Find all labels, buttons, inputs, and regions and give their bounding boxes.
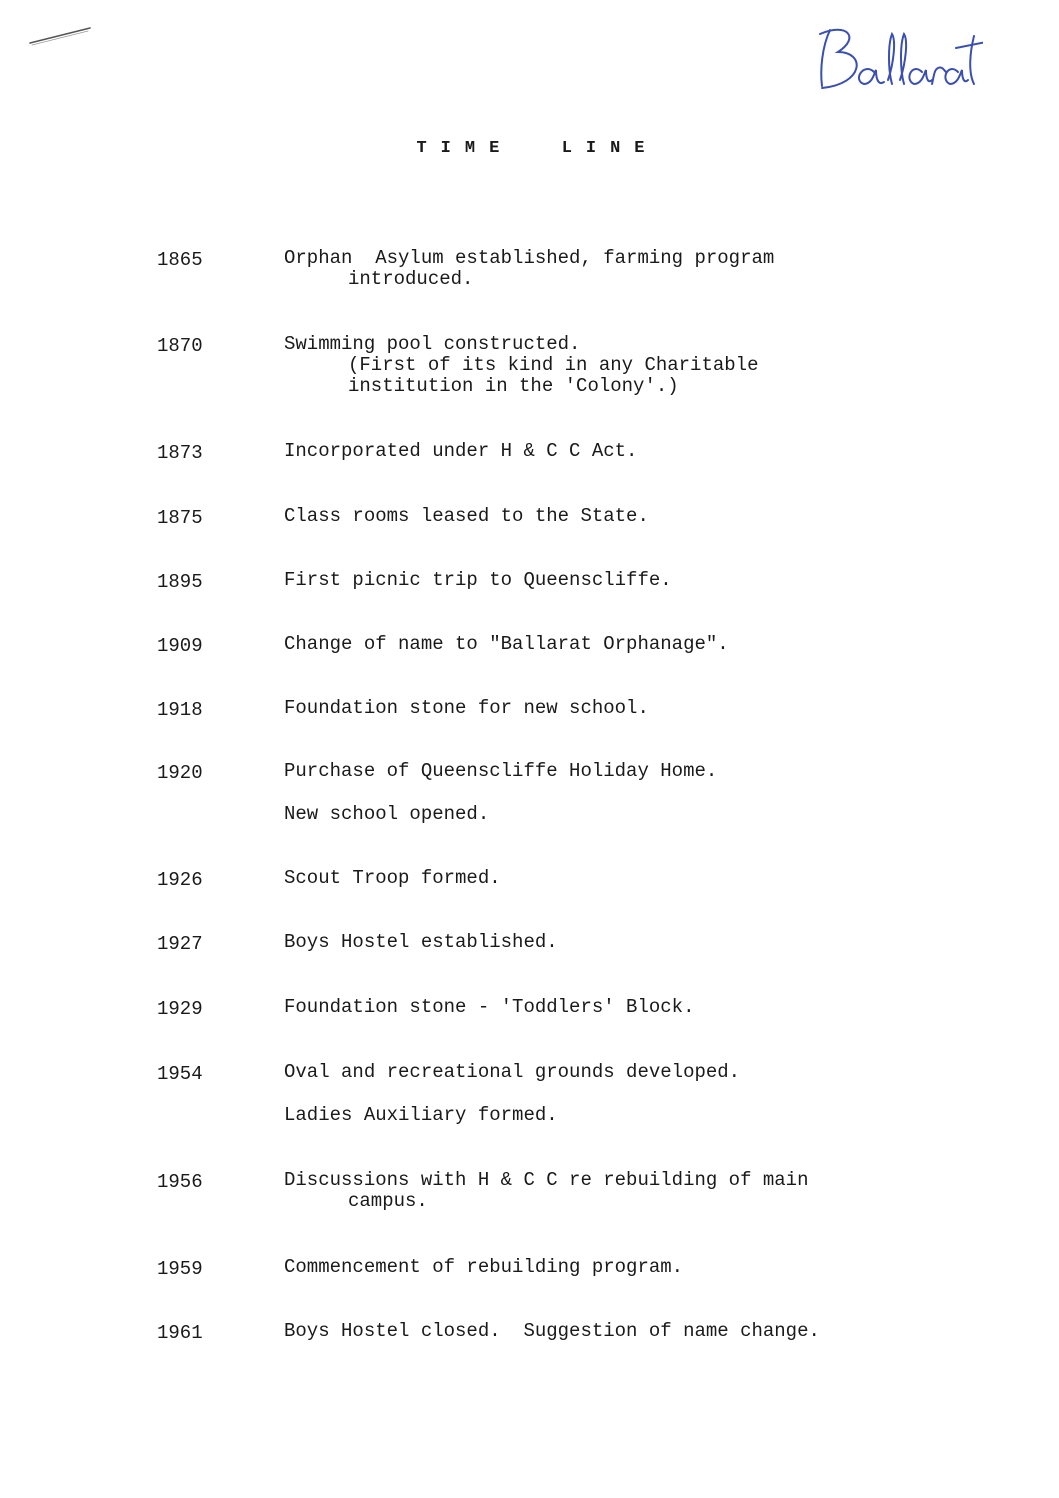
timeline-year: 1870 (157, 335, 203, 357)
timeline-year: 1954 (157, 1063, 203, 1085)
timeline-text-line: Scout Troop formed. (284, 867, 501, 889)
timeline-year: 1875 (157, 507, 203, 529)
timeline-text-line: New school opened. (284, 803, 490, 825)
timeline-year: 1865 (157, 249, 203, 271)
timeline-description (284, 932, 1004, 953)
timeline-paragraph (284, 634, 1004, 655)
timeline-text-line: Boys Hostel closed. Suggestion of name change. (284, 1320, 820, 1342)
pen-stroke-mark (28, 20, 98, 50)
timeline-paragraph (284, 1170, 1004, 1212)
timeline-paragraph (284, 334, 1004, 397)
timeline-paragraph (284, 1105, 1004, 1126)
timeline-text-line: Boys Hostel established. (284, 931, 558, 953)
timeline-paragraph (284, 868, 1004, 889)
timeline-year: 1959 (157, 1258, 203, 1280)
timeline-text-line: Class rooms leased to the State. (284, 505, 649, 527)
timeline-year: 1895 (157, 571, 203, 593)
timeline-text-line: introduced. (348, 268, 474, 290)
timeline-description (284, 1170, 1004, 1212)
timeline-description (284, 634, 1004, 655)
timeline-text-line: Discussions with H & C C re rebuilding of main (284, 1169, 809, 1191)
timeline-description (284, 868, 1004, 889)
timeline-description (284, 334, 1004, 397)
timeline-paragraph (284, 570, 1004, 591)
timeline-paragraph (284, 1062, 1004, 1083)
timeline-paragraph (284, 997, 1004, 1018)
timeline-description (284, 1062, 1004, 1126)
timeline-description (284, 1257, 1004, 1278)
timeline-text-line: Foundation stone - 'Toddlers' Block. (284, 996, 695, 1018)
timeline-paragraph (284, 1321, 1004, 1342)
timeline-text-line: campus. (348, 1190, 428, 1212)
timeline-text-line: First picnic trip to Queenscliffe. (284, 569, 672, 591)
timeline-description (284, 441, 1004, 462)
timeline-year: 1918 (157, 699, 203, 721)
timeline-paragraph (284, 698, 1004, 719)
timeline-text-line: Swimming pool constructed. (284, 333, 581, 355)
page-title: TIME LINE (416, 139, 659, 158)
timeline-description (284, 506, 1004, 527)
timeline-description (284, 698, 1004, 719)
timeline-description (284, 997, 1004, 1018)
timeline-text-line: Oval and recreational grounds developed. (284, 1061, 741, 1083)
timeline-year: 1926 (157, 869, 203, 891)
timeline-year: 1909 (157, 635, 203, 657)
timeline-text-line: Ladies Auxiliary formed. (284, 1104, 558, 1126)
timeline-paragraph (284, 248, 1004, 290)
timeline-description (284, 248, 1004, 290)
timeline-description (284, 570, 1004, 591)
timeline-year: 1961 (157, 1322, 203, 1344)
timeline-paragraph (284, 441, 1004, 462)
timeline-year: 1927 (157, 933, 203, 955)
timeline-text-line: Purchase of Queenscliffe Holiday Home. (284, 760, 718, 782)
timeline-year: 1956 (157, 1171, 203, 1193)
handwritten-annotation (808, 22, 983, 102)
timeline-text-line: Change of name to "Ballarat Orphanage". (284, 633, 729, 655)
timeline-year: 1929 (157, 998, 203, 1020)
timeline-year: 1920 (157, 762, 203, 784)
timeline-paragraph (284, 932, 1004, 953)
timeline-paragraph (284, 761, 1004, 782)
timeline-text-line: Commencement of rebuilding program. (284, 1256, 684, 1278)
timeline-text-line: Orphan Asylum established, farming program (284, 247, 775, 269)
timeline-paragraph (284, 804, 1004, 825)
timeline-year: 1873 (157, 442, 203, 464)
timeline-paragraph (284, 1257, 1004, 1278)
timeline-text-line: Incorporated under H & C C Act. (284, 440, 638, 462)
timeline-text-line: institution in the 'Colony'.) (348, 375, 679, 397)
timeline-text-line: (First of its kind in any Charitable (348, 354, 759, 376)
timeline-paragraph (284, 506, 1004, 527)
timeline-description (284, 1321, 1004, 1342)
timeline-text-line: Foundation stone for new school. (284, 697, 649, 719)
timeline-description (284, 761, 1004, 825)
